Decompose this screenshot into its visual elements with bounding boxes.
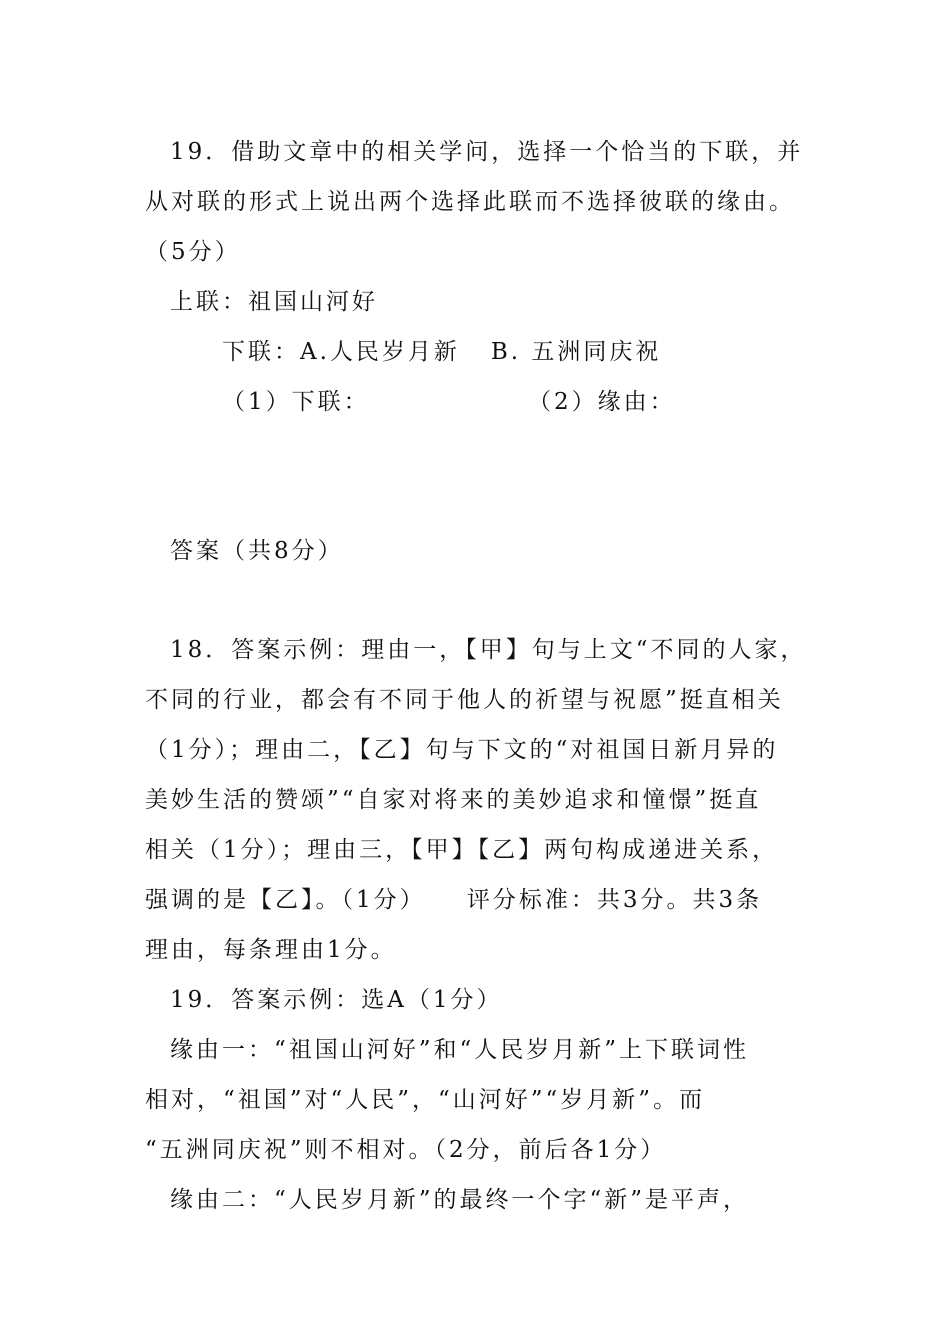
answer18-line-3: （1分）；理由二，【乙】句与下文的“对祖国日新月异的: [145, 737, 779, 763]
answers-heading: 答案（共8分）: [170, 538, 344, 564]
answer-blank-lower: （1）下联：: [222, 389, 370, 415]
answer18-line-6: 强调的是【乙】。（1分） 评分标准：共3分。共3条: [145, 887, 763, 913]
q19-prompt-points: （5分）: [145, 239, 241, 265]
answer-blank-reason: （2）缘由：: [528, 389, 676, 415]
answer19-line-1: 19．答案示例：选A（1分）: [170, 987, 503, 1013]
answer18-line-5: 相关（1分）；理由三，【甲】【乙】两句构成递进关系，: [145, 837, 779, 863]
answer19-line-5: 缘由二：“人民岁月新”的最终一个字“新”是平声，: [170, 1187, 750, 1213]
lower-couplet-options: 下联：A.人民岁月新 B. 五洲同庆祝: [222, 339, 662, 365]
answer18-line-1: 18．答案示例：理由一，【甲】句与上文“不同的人家，: [170, 637, 807, 663]
answer19-line-4: “五洲同庆祝”则不相对。（2分，前后各1分）: [145, 1137, 667, 1163]
answer19-line-3: 相对，“祖国”对“人民”，“山河好”“岁月新”。而: [145, 1087, 706, 1113]
q19-prompt-line-1: 19．借助文章中的相关学问，选择一个恰当的下联，并: [170, 139, 804, 165]
answer18-line-2: 不同的行业，都会有不同于他人的祈望与祝愿”挺直相关: [145, 687, 784, 713]
q19-prompt-line-2: 从对联的形式上说出两个选择此联而不选择彼联的缘由。: [145, 189, 795, 215]
answer18-line-4: 美妙生活的赞颂”“自家对将来的美妙追求和憧憬”挺直: [145, 787, 762, 813]
answer18-line-7: 理由，每条理由1分。: [145, 937, 397, 963]
upper-couplet: 上联：祖国山河好: [170, 289, 378, 315]
answer19-line-2: 缘由一：“祖国山河好”和“人民岁月新”上下联词性: [170, 1037, 750, 1063]
